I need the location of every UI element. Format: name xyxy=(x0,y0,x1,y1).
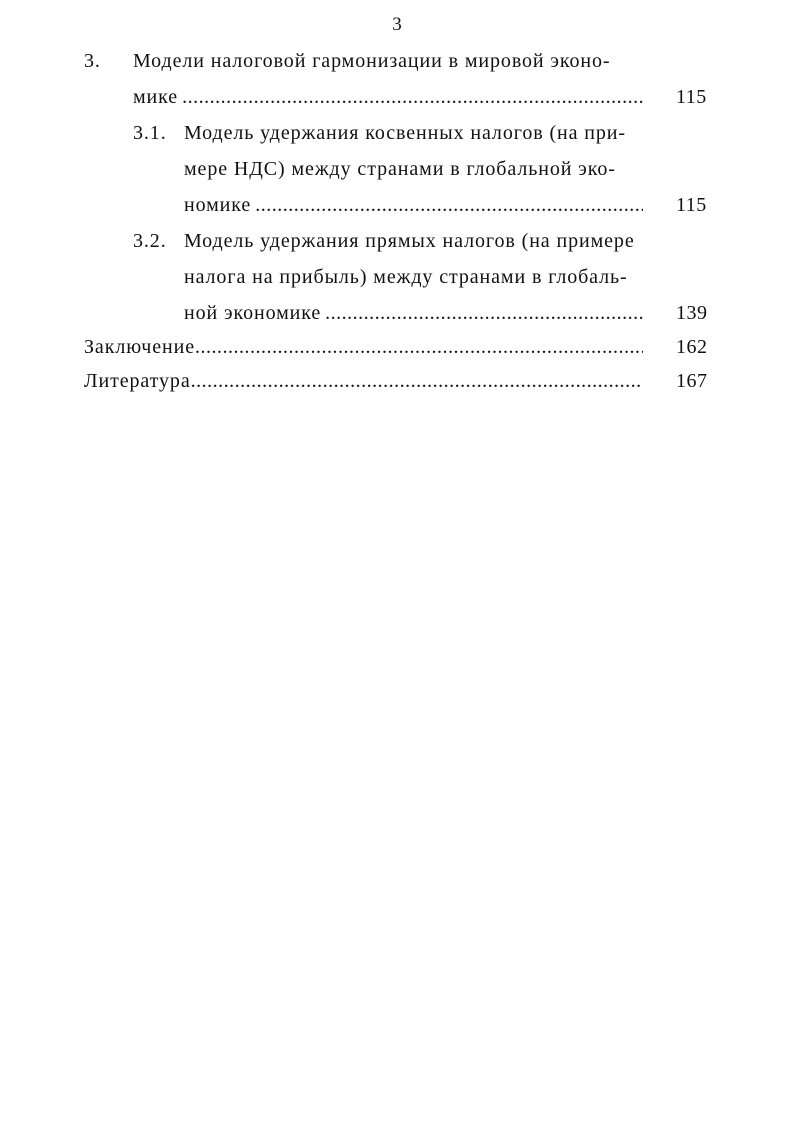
toc-entry-leader xyxy=(133,82,643,112)
toc-entry-title: Литература xyxy=(84,370,191,392)
dot-leader xyxy=(191,366,643,396)
toc-entry-page: 167 xyxy=(676,370,708,392)
toc-entry-leader xyxy=(84,332,643,362)
toc-entry-title-line: налога на прибыль) между странами в глобаль- xyxy=(184,266,628,288)
toc-entry-title-line: Модели налоговой гармонизации в мировой эконо- xyxy=(133,50,611,72)
toc-entry-number: 3. xyxy=(84,50,101,72)
toc-entry-number: 3.1. xyxy=(133,122,167,144)
page-number: 3 xyxy=(392,14,402,35)
toc-entry-page: 115 xyxy=(676,194,707,216)
toc-entry-title-line: Модель удержания прямых налогов (на примере xyxy=(184,230,635,252)
toc-entry-title: Заключение xyxy=(84,336,195,358)
toc-entry-leader xyxy=(84,366,643,396)
toc-entry-number: 3.2. xyxy=(133,230,167,252)
toc-entry-title-line: номике xyxy=(184,194,252,216)
toc-entry-leader xyxy=(184,190,643,220)
toc-entry-page: 162 xyxy=(676,336,708,358)
toc-entry-title-line: Модель удержания косвенных налогов (на при- xyxy=(184,122,626,144)
toc-entry-title-line: мере НДС) между странами в глобальной эко- xyxy=(184,158,616,180)
toc-entry-leader xyxy=(184,298,643,328)
toc-entry-title-line: ной экономике xyxy=(184,302,322,324)
dot-leader xyxy=(182,82,643,112)
toc-entry-title-line: мике xyxy=(133,86,179,108)
toc-entry-page: 115 xyxy=(676,86,707,108)
dot-leader xyxy=(195,332,643,362)
dot-leader xyxy=(255,190,643,220)
toc-entry-page: 139 xyxy=(676,302,708,324)
dot-leader xyxy=(325,298,643,328)
